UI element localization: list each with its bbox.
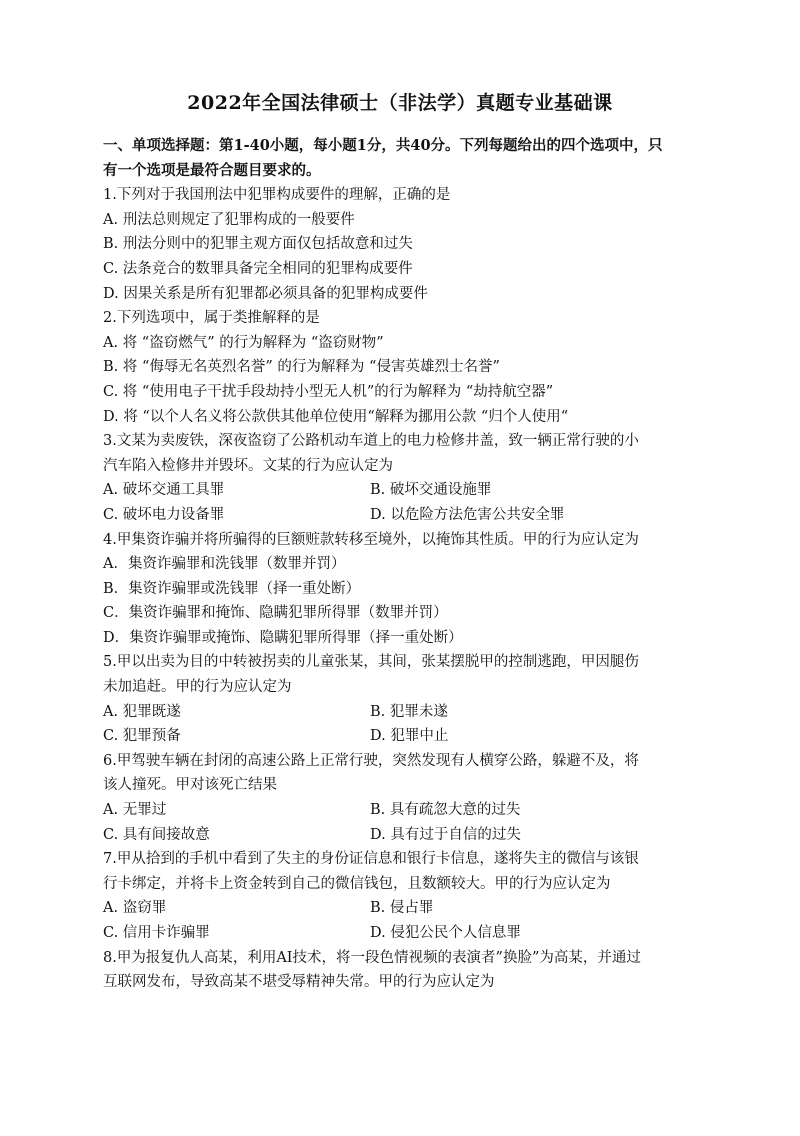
- options-row: [103, 478, 703, 503]
- option-a: A. 无罪过: [103, 802, 167, 819]
- option-c: C. 法条竞合的数罪具备完全相同的犯罪构成要件: [103, 260, 413, 277]
- question-7: [103, 847, 703, 945]
- options-row: [103, 503, 703, 528]
- question-stem-line-1: 7.甲从拾到的手机中看到了失主的身份证信息和银行卡信息，遂将失主的微信与该银: [103, 851, 639, 868]
- option-d: D. 因果关系是所有犯罪都必须具备的犯罪构成要件: [103, 285, 428, 302]
- question-stem-line-2: 未加追赶。甲的行为应认定为: [103, 679, 292, 696]
- option-b: B. 具有疏忽大意的过失: [370, 802, 521, 819]
- question-3: [103, 429, 703, 527]
- option-a: A. 犯罪既遂: [103, 703, 181, 720]
- question-8: [103, 946, 703, 995]
- option-b: B. 将 “侮辱无名英烈名誉” 的行为解释为 “侵害英雄烈士名誉”: [103, 359, 500, 376]
- option-b: B. 侵占罪: [370, 900, 434, 917]
- option-b: B. 破坏交通设施罪: [370, 482, 492, 499]
- section-heading-line-2: 有一个选项是最符合题目要求的。: [103, 161, 321, 179]
- option-d: D．集资诈骗罪或掩饰、隐瞒犯罪所得罪（择一重处断）: [103, 629, 463, 646]
- question-stem: 2.下列选项中，属于类推解释的是: [103, 310, 320, 327]
- section-heading-line-1: 一、单项选择题：第1-40小题，每小题1分，共40分。下列每题给出的四个选项中，只: [103, 137, 663, 154]
- question-stem-line-2: 该人撞死。甲对该死亡结果: [103, 777, 277, 794]
- option-d: D. 具有过于自信的过失: [370, 826, 521, 843]
- option-d: D. 将 “以个人名义将公款供其他单位使用“解释为挪用公款 “归个人使用“: [103, 408, 569, 425]
- question-stem-line-1: 5.甲以出卖为目的中转被拐卖的儿童张某，其间，张某摆脱甲的控制逃跑，甲因腿伤: [103, 654, 639, 671]
- option-c: C．集资诈骗罪和掩饰、隐瞒犯罪所得罪（数罪并罚）: [103, 605, 448, 622]
- question-6: [103, 749, 703, 847]
- options-row: [103, 823, 703, 848]
- option-a: A. 将 “盗窃燃气” 的行为解释为 “盗窃财物”: [103, 334, 384, 351]
- exam-content: [103, 134, 703, 995]
- option-b: B．集资诈骗罪或洗钱罪（择一重处断）: [103, 580, 361, 597]
- option-c: C. 破坏电力设备罪: [103, 506, 225, 523]
- question-5: [103, 650, 703, 748]
- question-stem-line-2: 互联网发布，导致高某不堪受辱精神失常。甲的行为应认定为: [103, 974, 495, 991]
- question-1: [103, 183, 703, 306]
- option-a: A. 盗窃罪: [103, 900, 167, 917]
- question-stem: 4.甲集资诈骗并将所骗得的巨额赃款转移至境外，以掩饰其性质。甲的行为应认定为: [103, 531, 639, 548]
- options-row: [103, 798, 703, 823]
- option-d: D. 侵犯公民个人信息罪: [370, 925, 521, 941]
- options-row: [103, 921, 703, 946]
- question-stem-line-2: 行卡绑定，并将卡上资金转到自己的微信钱包，且数额较大。甲的行为应认定为: [103, 875, 611, 892]
- options-row: [103, 700, 703, 725]
- option-c: C. 犯罪预备: [103, 728, 181, 745]
- options-row: [103, 724, 703, 749]
- question-stem-line-1: 6.甲驾驶车辆在封闭的高速公路上正常行驶，突然发现有人横穿公路，躲避不及，将: [103, 752, 639, 769]
- option-d: D. 犯罪中止: [370, 728, 449, 745]
- question-stem-line-2: 汽车陷入检修井并毁坏。文某的行为应认定为: [103, 457, 393, 474]
- option-a: A. 刑法总则规定了犯罪构成的一般要件: [103, 211, 355, 228]
- option-b: B. 犯罪未遂: [370, 703, 448, 720]
- option-b: B. 刑法分则中的犯罪主观方面仅包括故意和过失: [103, 236, 413, 253]
- page-title: 2022年全国法律硕士（非法学）真题专业基础课: [187, 92, 613, 114]
- option-a: A．集资诈骗罪和洗钱罪（数罪并罚）: [103, 556, 346, 573]
- option-a: A. 破坏交通工具罪: [103, 482, 225, 499]
- question-2: [103, 306, 703, 429]
- option-c: C. 具有间接故意: [103, 826, 210, 843]
- question-stem-line-1: 8.甲为报复仇人高某，利用AI技术，将一段色情视频的表演者”换脸”为高某，并通过: [103, 949, 641, 966]
- option-d: D. 以危险方法危害公共安全罪: [370, 506, 565, 523]
- question-stem: 1.下列对于我国刑法中犯罪构成要件的理解，正确的是: [103, 187, 451, 204]
- option-c: C. 将 “使用电子干扰手段劫持小型无人机”的行为解释为 “劫持航空器”: [103, 383, 554, 400]
- question-stem-line-1: 3.文某为卖废铁，深夜盗窃了公路机动车道上的电力检修井盖，致一辆正常行驶的小: [103, 433, 639, 450]
- question-4: [103, 528, 703, 651]
- option-c: C. 信用卡诈骗罪: [103, 925, 210, 941]
- options-row: [103, 896, 703, 921]
